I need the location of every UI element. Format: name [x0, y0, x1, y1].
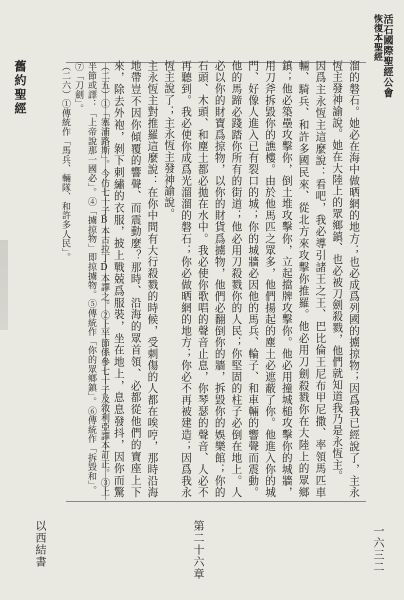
main-paragraph: 因爲主永恆主這麼說：看吧，我必導引諸王之王、巴比倫王尼布甲尼撒、率領馬匹車輛、騎兵、和許多國民來、從北方來攻擊你推羅。他必用刀劍殺戮你在大陸上的眾鄉鎮；他必築壘攻擊你，倒土堆攻擊你，立起擋牌攻擊你。他必用撞城槌攻擊你的城牆，用刀斧拆毀你的譙樓。由於他馬匹之眾多，他們揚起的塵土必遮蔽了你。他進入你的城門、好像人進入已有裂口的城；你的城牆必因他的馬兵、輪子、和車輛的響聲而震動。他的馬蹄必踐踏你所有的街道；他必用刀殺戮你的人民；你堅固的柱子必倒在地上。人必以你的財寶爲掠物，以你的財貨爲擄物，他們必翻倒你的牆，拆毀你的娛樂館；你的石頭、木頭、和塵土都必拋在水中。我必使你歌唱的聲音止息，你琴瑟的聲音、人必不再聽到。我必使你成爲光溜溜的磐石；你必做晒網的地方；你必不再被建造；因爲我永恆主說了；主永恆主發神諭說。: [163, 60, 327, 498]
main-paragraph: 溜的磐石。她必在海中做晒網的地方；也必成爲列國的擄掠物；因爲我已經說了，主永恆主發神諭說。她在大陸上的眾鄉鎮、也必被刀劍殺戮，他們就知道我乃是永恆主。: [331, 60, 360, 498]
page-number: 一六三二: [372, 525, 385, 573]
binding-shadow: [0, 240, 8, 330]
publisher-subtitle: 恢復本聖經: [372, 14, 382, 62]
book-title: 舊約聖經: [13, 60, 27, 116]
footnote: （二五）①「塞浦路斯」。今仿七十子B本古拉丁D本譯之。②上半節係參七十子及敘利亞譯本訂正。③上半節或譯：「上帝說那一國必」。④「擄掠物」即掠擄物。⑤傳統作「你的眾鄉鎮」。⑥傳統作「拆毀和」。⑦「刀劍」。: [73, 62, 109, 497]
running-book-name: 以西結書: [34, 520, 47, 568]
running-chapter: 第二十六章: [192, 520, 205, 580]
main-text: [110, 60, 362, 498]
footnotes: [32, 62, 110, 498]
main-paragraph: 主永恆主對推羅這麼說：在你中間有大行殺戮的時候，受刺傷的人都在唉哼，那時沿海地帶豈不因你傾覆的響聲、而震動麼？那時、沿海的眾首領、必都從他們的寶座上下來，除去外袍，剝下刺繡的衣服，披上戰兢爲服裝，坐在地上，息息發抖，因你而驚: [112, 60, 159, 498]
publisher-title: 活石國際聖經公會: [381, 14, 392, 98]
footnote: （二六）①傳統作「馬兵、輛隊、和許多人民」。: [60, 62, 70, 263]
